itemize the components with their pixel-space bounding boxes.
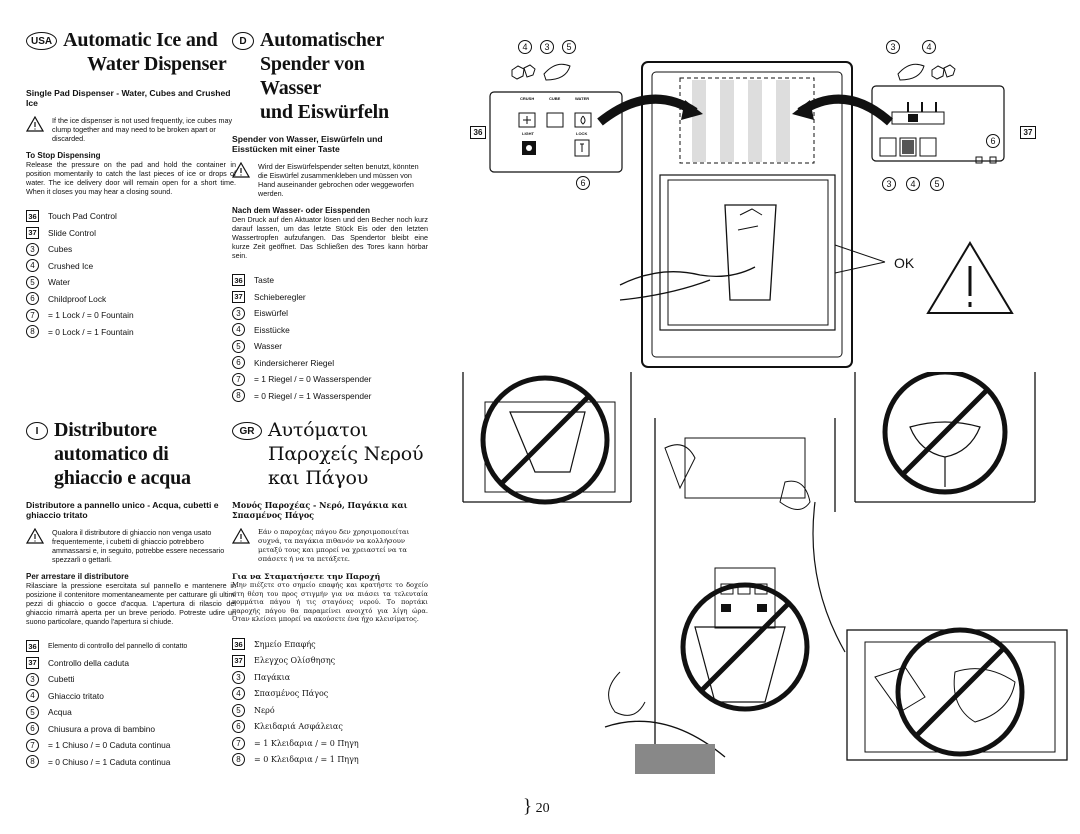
number-circle: 6 xyxy=(26,722,39,735)
item-label: Water xyxy=(48,277,71,288)
item-label: Κλειδαριά Ασφάλειας xyxy=(254,722,343,732)
list-item xyxy=(26,638,236,655)
number-circle: 8 xyxy=(26,325,39,338)
number-circle: 8 xyxy=(232,753,245,766)
title-line: automatico di xyxy=(54,443,169,465)
list-item xyxy=(232,751,428,768)
list-item xyxy=(26,324,236,341)
panel-label: WATER xyxy=(575,96,590,101)
item-label: = 0 Κλειδαρια / = 1 Πηγη xyxy=(254,755,359,765)
section-gr xyxy=(232,418,428,768)
item-label: Cubetti xyxy=(48,674,75,685)
number-circle: 4 xyxy=(26,689,39,702)
section-usa xyxy=(26,28,236,340)
number-circle: 6 xyxy=(232,356,245,369)
item-label: Eisstücke xyxy=(254,324,290,335)
item-label: Childproof Lock xyxy=(48,293,107,304)
warning-icon xyxy=(232,528,250,544)
language-badge: I xyxy=(26,422,48,440)
stop-heading: Για να Σταματήσετε την Παροχή xyxy=(232,572,381,581)
list-item xyxy=(26,225,236,242)
list-item xyxy=(26,258,236,275)
section-title xyxy=(54,418,191,490)
callout-cubes: 3 xyxy=(540,40,554,54)
section-header xyxy=(26,28,236,76)
list-item xyxy=(232,669,428,686)
subheading: Distributore a pannello unico - Acqua, cubetti e ghiaccio tritato xyxy=(26,500,219,520)
number-circle: 5 xyxy=(26,276,39,289)
number-circle: 4 xyxy=(26,259,39,272)
stop-text: Den Druck auf den Aktuator lösen und den Becher noch kurz darauf lassen, um das letzte Stück Eis oder den letzten Wassertropfen aufzufangen. Das Spendertor bleibt eine kurze Zeit geöffnet. Das Schließen des Tores kann hörbar sein. xyxy=(232,215,428,260)
list-item xyxy=(232,289,428,306)
list-item xyxy=(232,652,428,669)
title-line: Automatischer xyxy=(260,29,385,51)
callout-water: 5 xyxy=(562,40,576,54)
panel-label: CRUSH xyxy=(520,96,535,101)
list-item xyxy=(232,371,428,388)
number-circle: 7 xyxy=(26,739,39,752)
dispenser-figure xyxy=(440,30,1070,370)
callout-crushed-ice: 4 xyxy=(906,177,920,191)
panel-label: LIGHT xyxy=(522,131,534,136)
item-label: Eiswürfel xyxy=(254,308,288,319)
item-label: Touch Pad Control xyxy=(48,211,117,222)
stop-heading: To Stop Dispensing xyxy=(26,151,101,160)
legend-list xyxy=(232,636,428,768)
touch-pad-panel xyxy=(490,92,622,172)
stop-heading: Nach dem Wasser- oder Eisspenden xyxy=(232,206,370,215)
stop-heading: Per arrestare il distributore xyxy=(26,572,129,581)
number-circle: 7 xyxy=(26,309,39,322)
item-label: = 0 Riegel / = 1 Wasserspender xyxy=(254,390,372,401)
item-label: Taste xyxy=(254,275,275,286)
title-line: Automatic Ice and xyxy=(63,29,218,51)
list-item xyxy=(26,655,236,672)
number-circle: 4 xyxy=(232,323,245,336)
list-item xyxy=(232,685,428,702)
item-label: Slide Control xyxy=(48,227,96,238)
section-title xyxy=(63,28,226,76)
subheading: Single Pad Dispenser - Water, Cubes and Crushed Ice xyxy=(26,88,231,108)
ice-cubes-icon xyxy=(512,64,570,80)
panel-label: CUBE xyxy=(549,96,561,101)
item-label: Ghiaccio tritato xyxy=(48,690,104,701)
number-circle: 7 xyxy=(232,737,245,750)
item-label: Kindersicherer Riegel xyxy=(254,357,335,368)
list-item xyxy=(26,754,236,771)
title-line: ghiaccio e acqua xyxy=(54,467,191,489)
number-box: 36 xyxy=(26,640,39,652)
box-touch-pad: 36 xyxy=(470,126,486,139)
subheading: Spender von Wasser, Eiswürfeln und Eisstücken mit einer Taste xyxy=(232,134,383,154)
list-item xyxy=(232,322,428,339)
item-label: Controllo della caduta xyxy=(48,657,130,668)
item-label: Νερό xyxy=(254,705,275,715)
language-badge: D xyxy=(232,32,254,50)
page-number-value: 20 xyxy=(535,801,550,816)
warning-icon xyxy=(232,162,250,178)
ice-cubes-icon xyxy=(898,64,955,80)
list-item xyxy=(26,737,236,754)
panel-label: LOCK xyxy=(576,131,588,136)
number-circle: 6 xyxy=(26,292,39,305)
section-d xyxy=(232,28,428,404)
number-circle: 8 xyxy=(232,389,245,402)
subheading: Μονός Παροχέας - Νερό, Παγάκια και Σπασμένος Πάγος xyxy=(232,500,408,520)
list-item xyxy=(232,272,428,289)
list-item xyxy=(232,305,428,322)
warning-block xyxy=(232,162,428,198)
language-badge: GR xyxy=(232,422,262,440)
item-label: = 1 Chiuso / = 0 Caduta continua xyxy=(48,740,171,751)
list-item xyxy=(26,274,236,291)
section-title xyxy=(268,418,423,490)
list-item xyxy=(26,208,236,225)
page-number xyxy=(523,796,550,818)
list-item xyxy=(26,307,236,324)
callout-crushed-ice: 4 xyxy=(518,40,532,54)
list-item xyxy=(232,735,428,752)
section-i xyxy=(26,418,236,770)
title-line: Distributore xyxy=(54,419,157,441)
section-title xyxy=(260,28,428,124)
list-item xyxy=(26,704,236,721)
section-header xyxy=(232,418,428,490)
item-label: Elemento di controllo del pannello di contatto xyxy=(48,642,188,650)
title-line: Αυτόματοι xyxy=(268,419,369,441)
item-label: Ελεγχος Ολίσθησης xyxy=(254,656,336,666)
list-item xyxy=(232,388,428,405)
callout-water: 5 xyxy=(930,177,944,191)
list-item xyxy=(26,241,236,258)
title-line: Παροχείς Νερού xyxy=(268,443,424,465)
warning-block xyxy=(26,116,236,143)
callout-cubes: 3 xyxy=(886,40,900,54)
item-label: Wasser xyxy=(254,341,283,352)
item-label: = 0 Lock / = 1 Fountain xyxy=(48,326,134,337)
number-box: 36 xyxy=(26,210,39,222)
item-label: = 0 Chiuso / = 1 Caduta continua xyxy=(48,756,171,767)
legend-list xyxy=(26,638,236,770)
stop-text: Release the pressure on the pad and hold the container in position momentarily to catch the last pieces of ice or drops of water. The ice delivery door will remain open for a short time. When it closes you may hear a closing sound. xyxy=(26,160,236,196)
prohibited-figures xyxy=(455,372,1075,792)
callout-lock: 6 xyxy=(576,176,590,190)
number-circle: 3 xyxy=(26,243,39,256)
item-label: Schieberegler xyxy=(254,291,306,302)
number-circle: 4 xyxy=(232,687,245,700)
title-line: Spender von Wasser xyxy=(260,53,365,99)
list-item xyxy=(232,702,428,719)
legend-list xyxy=(26,208,236,340)
number-circle: 5 xyxy=(232,704,245,717)
box-slide-control: 37 xyxy=(1020,126,1036,139)
number-box: 36 xyxy=(232,274,245,286)
title-line: Water Dispenser xyxy=(87,53,227,75)
list-item xyxy=(26,291,236,308)
title-line: και Πάγου xyxy=(268,467,369,489)
number-circle: 5 xyxy=(232,340,245,353)
list-item xyxy=(232,355,428,372)
list-item xyxy=(26,671,236,688)
warning-icon xyxy=(26,528,44,544)
number-circle: 6 xyxy=(232,720,245,733)
number-circle: 7 xyxy=(232,373,245,386)
list-item xyxy=(232,636,428,653)
arrow-left-icon xyxy=(600,99,695,122)
warning-text: If the ice dispenser is not used frequently, ice cubes may clump together and may need to be broken apart or discarded. xyxy=(52,116,233,143)
item-label: = 1 Κλειδαρια / = 0 Πηγη xyxy=(254,738,359,748)
warning-icon xyxy=(26,116,44,132)
number-circle: 3 xyxy=(232,307,245,320)
list-item xyxy=(26,721,236,738)
section-header xyxy=(232,28,428,124)
warning-text: Wird der Eiswürfelspender selten benutzt, könnten die Eiswürfel zusammenkleben und müssen von Hand auseinander gebrochen oder weggeworfen werden. xyxy=(258,162,419,198)
title-line: und Eiswürfeln xyxy=(260,101,389,123)
callout-crushed-ice: 4 xyxy=(922,40,936,54)
language-badge: USA xyxy=(26,32,57,50)
list-item xyxy=(26,688,236,705)
number-box: 36 xyxy=(232,638,245,650)
number-circle: 5 xyxy=(26,706,39,719)
item-label: = 1 Lock / = 0 Fountain xyxy=(48,310,134,321)
legend-list xyxy=(232,272,428,404)
stop-text: Rilasciare la pressione esercitata sul pannello e mantenere in posizione il contenitore momentaneamente per catturare gli ultimi pezzi di ghiaccio o gocce d'acqua. L'apertura di rilascio del ghiaccio rimarrà aperta per un breve periodo. Potreste udire un suono particolare, quando l'apertura si chiude. xyxy=(26,581,236,626)
number-circle: 3 xyxy=(232,671,245,684)
prohibited-illustrations xyxy=(455,372,1075,792)
warning-text: Εάν ο παροχέας πάγου δεν χρησιμοποιείται συχνά, τα παγάκια πιθανόν να κολλήσουν μεταξύ τους και μπορεί να χρειαστεί να τα σπάσετε ή να τα πετάξετε. xyxy=(258,528,410,563)
item-label: Σπασμένος Πάγος xyxy=(254,689,329,699)
item-label: Σημείο Επαφής xyxy=(254,639,316,649)
fridge-door xyxy=(642,62,852,367)
callout-lock: 6 xyxy=(986,134,1000,148)
number-circle: 3 xyxy=(26,673,39,686)
number-box: 37 xyxy=(26,227,39,239)
number-box: 37 xyxy=(26,657,39,669)
number-circle: 8 xyxy=(26,755,39,768)
section-header xyxy=(26,418,236,490)
item-label: Crushed Ice xyxy=(48,260,94,271)
item-label: Acqua xyxy=(48,707,72,718)
dispenser-illustration xyxy=(440,30,1070,370)
ok-label: OK xyxy=(894,255,915,271)
number-box: 37 xyxy=(232,291,245,303)
stop-text: Μην πιέζετε στο σημείο επαφής και κρατήστε το δοχείο στη θέση του προς στιγμήν για να πιάσει τα τελευταία κομμάτια πάγου ή τις σταγόνες νερού. Το πορτάκι παροχής πάγου θα παραμείνει ανοιχτό για λίγη ώρα. Όταν κλείσει μπορεί να ακούσετε ένα ήχο κλεισίματος. xyxy=(232,581,428,624)
list-item xyxy=(232,338,428,355)
number-box: 37 xyxy=(232,655,245,667)
warning-text: Qualora il distributore di ghiaccio non venga usato frequentemente, i cubetti di ghiaccio potrebbero ammassarsi e, in seguito, potrebbe essere necessario spezzarli o gettarli. xyxy=(52,528,225,564)
list-item xyxy=(232,718,428,735)
brace-icon: } xyxy=(523,796,533,817)
item-label: Cubes xyxy=(48,244,73,255)
warning-block xyxy=(26,528,236,564)
item-label: = 1 Riegel / = 0 Wasserspender xyxy=(254,374,372,385)
item-label: Παγάκια xyxy=(254,672,291,682)
item-label: Chiusura a prova di bambino xyxy=(48,723,156,734)
warning-block xyxy=(232,528,428,564)
callout-cubes: 3 xyxy=(882,177,896,191)
